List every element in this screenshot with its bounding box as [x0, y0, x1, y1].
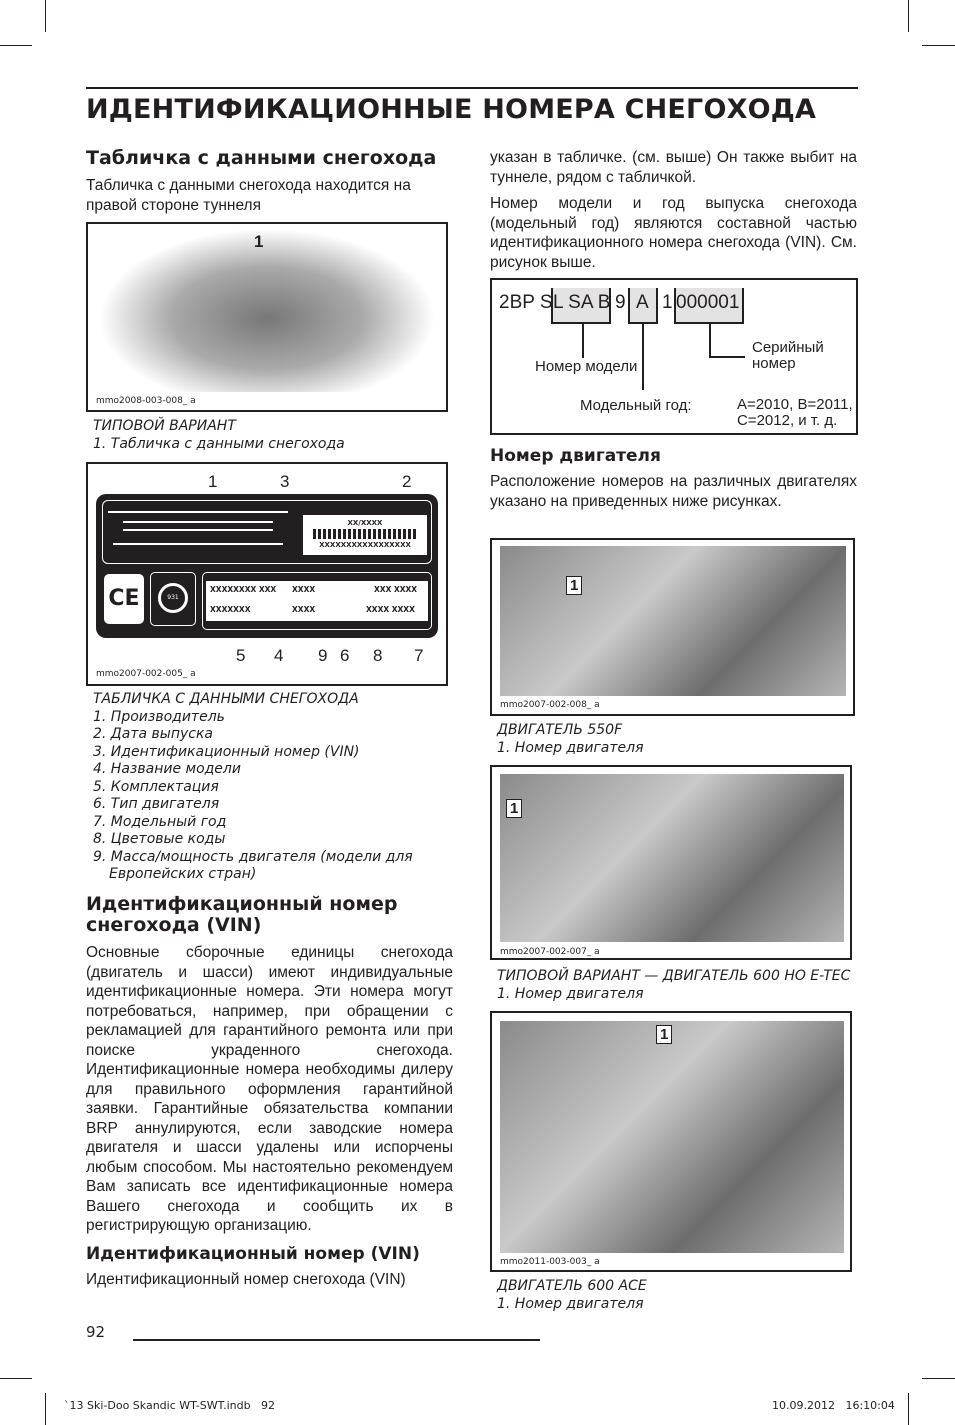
figure-snowmobile: [86, 222, 448, 412]
plate-field: XXXX: [292, 605, 316, 614]
figure-engine-550f: [490, 538, 855, 716]
label-model-year: Модельный год:: [580, 397, 692, 414]
figure-caption: ТИПОВОЙ ВАРИАНТ 1. Табличка с данными снегохода: [93, 418, 345, 452]
callout-number: 1: [656, 1025, 672, 1044]
figure-code: mmo2008-003-008_ a: [96, 396, 196, 406]
subsection-heading: Идентификационный номер (VIN): [86, 1243, 420, 1264]
figure-engine-600ho: [490, 765, 852, 960]
page-title: ИДЕНТИФИКАЦИОННЫЕ НОМЕРА СНЕГОХОДА: [86, 94, 817, 125]
section-heading: Номер двигателя: [490, 446, 661, 466]
footer-rule: [133, 1339, 540, 1341]
paragraph: указан в табличке. (см. выше) Он также выбит на туннеле, рядом с табличкой.: [490, 149, 857, 186]
plate-field: XXXXXXXX XXX: [210, 585, 277, 594]
paragraph: Табличка с данными снегохода находится на правой стороне туннеля: [86, 177, 411, 214]
callout-number: 2: [402, 472, 412, 491]
plate-vin: XXXXXXXXXXXXXXXXX: [319, 541, 411, 549]
crop-mark: [922, 45, 955, 46]
callout-number: 1: [254, 232, 264, 251]
data-plate: [96, 494, 438, 638]
vin-serial: 000001: [676, 292, 740, 313]
engine-image: [500, 774, 844, 942]
vin-model-code: L SA B: [553, 292, 611, 313]
certification-seal: 931: [158, 583, 188, 613]
crop-mark: [45, 1393, 46, 1425]
page-number: 92: [86, 1323, 106, 1341]
plate-field: XXXXXXX: [210, 605, 251, 614]
year-codes: A=2010, B=2011, C=2012, и т. д.: [737, 396, 853, 429]
legend-list: 1. Производитель 2. Дата выпуска 3. Идентификационный номер (VIN) 4. Название модели 5. Комплектация 6. Тип двигателя 7. Модельный год 8. Цветовые коды 9. Масса/мощность двигателя (модели для Европейских стран): [93, 708, 413, 882]
callout-number: 1: [566, 576, 582, 595]
figure-code: mmo2007-002-005_ a: [96, 669, 196, 679]
figure-data-plate: [86, 462, 448, 686]
callout-number: 7: [414, 646, 424, 665]
top-rule: [86, 87, 858, 89]
figure-caption: ДВИГАТЕЛЬ 550F 1. Номер двигателя: [497, 722, 644, 756]
figure-caption: ДВИГАТЕЛЬ 600 ACE 1. Номер двигателя: [497, 1278, 647, 1312]
section-heading: Табличка с данными снегохода: [86, 147, 437, 169]
callout-number: 9: [318, 646, 328, 665]
plate-date: XX/XXXX: [347, 519, 383, 527]
figure-caption: ТАБЛИЧКА С ДАННЫМИ СНЕГОХОДА 1. Производитель 2. Дата выпуска 3. Идентификационный номер (VIN) 4. Название модели 5. Комплектация 6. Тип двигателя 7. Модельный год 8. Цветовые коды 9. Масса/мощность двигателя (модели для Европейских стран): [93, 691, 413, 882]
vin-year-code: A: [636, 292, 649, 313]
print-timestamp: 10.09.2012 16:10:04: [772, 1399, 895, 1412]
callout-number: 4: [274, 646, 284, 665]
crop-mark: [908, 1393, 909, 1425]
print-file-info: `13 Ski-Doo Skandic WT-SWT.indb 92: [64, 1399, 276, 1412]
figure-engine-600ace: [490, 1011, 852, 1272]
vin-prefix: 2BP S: [499, 292, 553, 313]
plate-field: XXXX: [292, 585, 316, 594]
callout-number: 5: [236, 646, 246, 665]
paragraph: Идентификационный номер снегохода (VIN): [86, 1270, 406, 1288]
callout-number: 1: [506, 799, 522, 818]
figure-code: mmo2007-002-008_ a: [500, 700, 600, 710]
figure-caption: ТИПОВОЙ ВАРИАНТ — ДВИГАТЕЛЬ 600 HO E-TEC 1. Номер двигателя: [497, 968, 851, 1002]
crop-mark: [0, 45, 32, 46]
figure-code: mmo2011-003-003_ a: [500, 1257, 600, 1267]
vin-diagram: [490, 278, 858, 435]
paragraph: Основные сборочные единицы снегохода (двигатель и шасси) имеют индивидуальные идентификационные номера. Эти номера могут потребоваться, например, при обращении с рекламацией для гарантийного ремонта или при поиске украденного снегохода. Идентификационные номера необходимы дилеру для правильного оформления гарантийной заявки. Гарантийные обязательства компании BRP аннулируются, если заводские номера двигателя и шасси удалены или испорчены любым способом. Мы настоятельно рекомендуем Вам записать все идентификационные номера Вашего снегохода и сообщить их в регистрирующую организацию.: [86, 944, 453, 1234]
crop-mark: [922, 1378, 955, 1379]
callout-number: 8: [373, 646, 383, 665]
label-model-number: Номер модели: [535, 358, 638, 375]
plate-field: XXXX XXXX: [366, 605, 415, 614]
callout-number: 1: [208, 472, 218, 491]
vin-char: 1: [662, 292, 673, 313]
ce-mark: CE: [104, 574, 144, 624]
section-heading: Идентификационный номер снегохода (VIN): [86, 893, 398, 936]
crop-mark: [908, 0, 909, 32]
label-serial-number: Серийный номер: [752, 339, 824, 372]
paragraph: Номер модели и год выпуска снегохода (модельный год) являются составной частью идентификационного номера снегохода (VIN). См. рисунок выше.: [490, 195, 857, 271]
plate-field: XXX XXXX: [374, 585, 418, 594]
figure-code: mmo2007-002-007_ a: [500, 947, 600, 957]
crop-mark: [45, 0, 46, 32]
engine-image: [500, 546, 846, 696]
paragraph: Расположение номеров на различных двигателях указано на приведенных ниже рисунках.: [490, 473, 857, 510]
snowmobile-image: [98, 228, 436, 392]
crop-mark: [0, 1378, 32, 1379]
callout-number: 6: [340, 646, 350, 665]
callout-number: 3: [280, 472, 290, 491]
vin-char: 9: [615, 292, 626, 313]
engine-image: [500, 1021, 844, 1253]
